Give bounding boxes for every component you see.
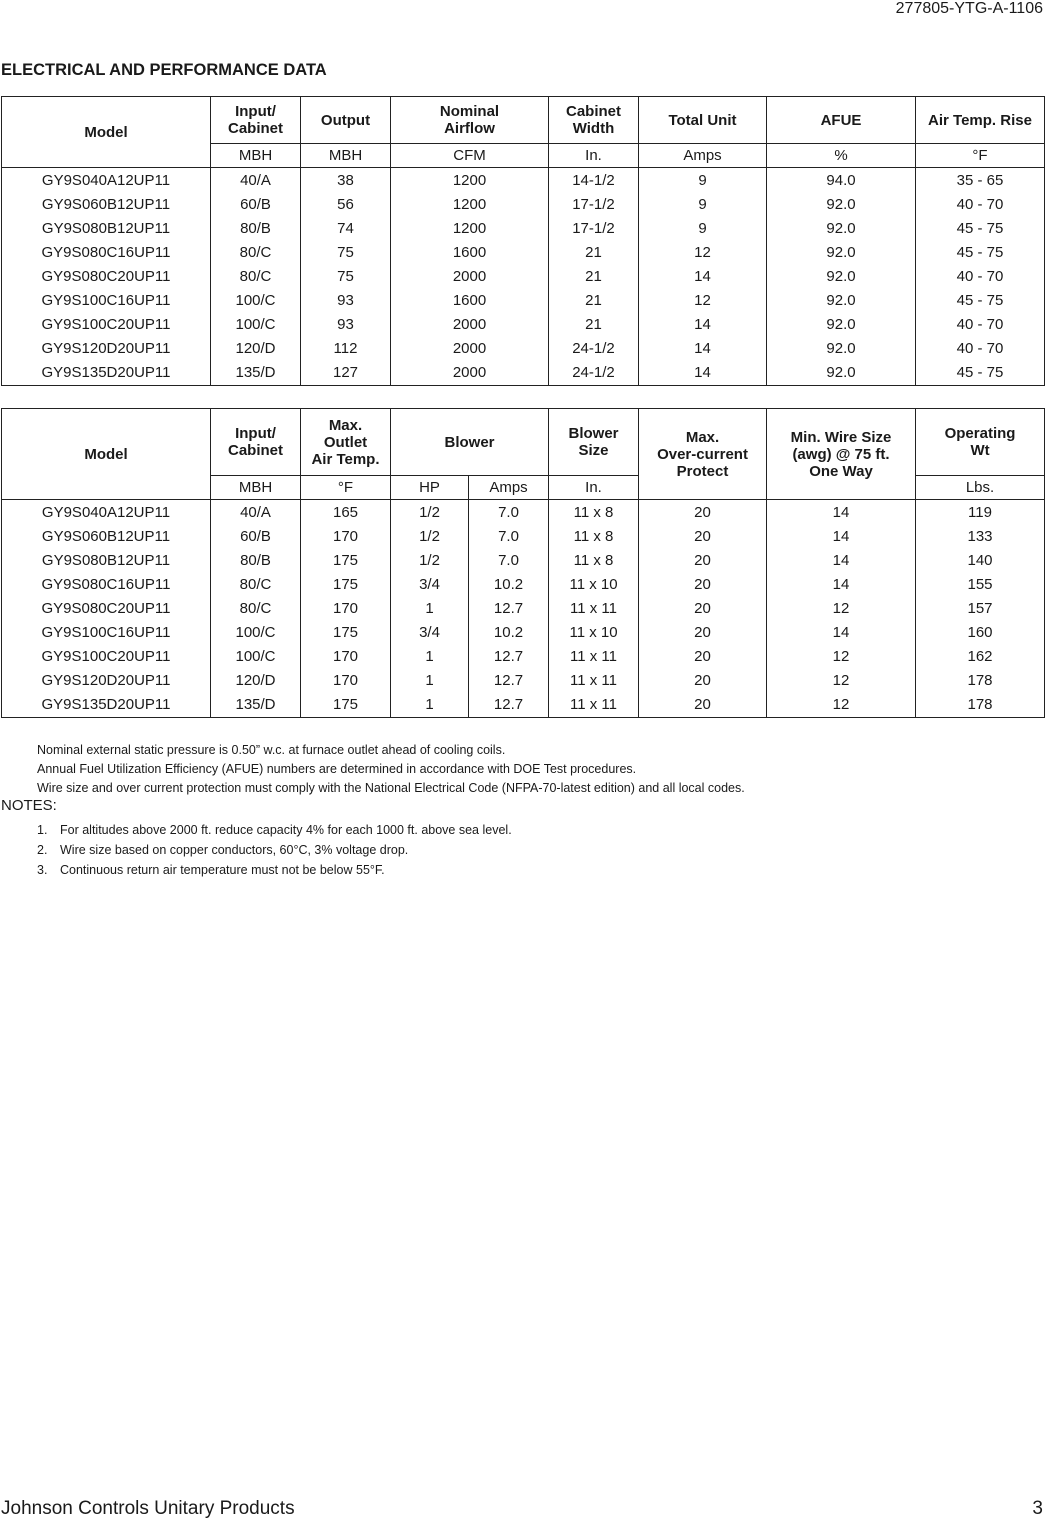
table-cell: 17-1/2 [549,192,639,216]
table-cell: 20 [639,692,767,718]
table-cell: 12 [767,644,916,668]
table-cell: 80/B [211,548,301,572]
table-cell: 9 [639,216,767,240]
table-cell: 14 [767,548,916,572]
table-cell: 92.0 [767,216,916,240]
model-cell: GY9S080C20UP11 [2,264,211,288]
table-row [2,644,1045,668]
table-row [2,168,1045,193]
table-row [2,620,1045,644]
col-header-afue: AFUE [767,97,916,144]
table-cell: 120/D [211,668,301,692]
table-cell: 92.0 [767,312,916,336]
table-cell: 2000 [391,336,549,360]
table-cell: 7.0 [469,524,549,548]
table-row [2,500,1045,525]
col-header-max-overcurrent-protect: Max. Over-current Protect [639,409,767,500]
performance-table [1,96,1045,386]
col-header-min-wire-size: Min. Wire Size (awg) @ 75 ft. One Way [767,409,916,500]
footnotes [37,741,745,798]
model-cell: GY9S100C20UP11 [2,644,211,668]
table-row [2,192,1045,216]
table-cell: 10.2 [469,620,549,644]
model-cell: GY9S135D20UP11 [2,360,211,386]
table-cell: 1600 [391,240,549,264]
table-cell: 12.7 [469,596,549,620]
table-cell: 11 x 10 [549,572,639,596]
model-cell: GY9S080B12UP11 [2,548,211,572]
table-cell: 11 x 8 [549,548,639,572]
table-cell: 92.0 [767,192,916,216]
table-cell: 1200 [391,216,549,240]
table-cell: 14 [639,336,767,360]
col-header-input-cabinet: Input/ Cabinet [211,409,301,476]
table-cell: 75 [301,264,391,288]
table-cell: 40/A [211,168,301,193]
table-cell: 170 [301,644,391,668]
table-cell: 92.0 [767,360,916,386]
table-cell: 12.7 [469,644,549,668]
table-cell: 45 - 75 [916,240,1045,264]
table-cell: 21 [549,240,639,264]
table-cell: 21 [549,264,639,288]
table-cell: 175 [301,692,391,718]
table-cell: 80/C [211,240,301,264]
unit-cell: HP [391,476,469,500]
table-cell: 2000 [391,264,549,288]
table-cell: 40 - 70 [916,312,1045,336]
page-number: 3 [1032,1498,1043,1519]
table-cell: 165 [301,500,391,525]
col-header-blower: Blower [391,409,549,476]
col-header-model: Model [2,97,211,168]
table-cell: 135/D [211,692,301,718]
table-cell: 100/C [211,620,301,644]
model-cell: GY9S120D20UP11 [2,336,211,360]
table-cell: 175 [301,572,391,596]
col-header-model: Model [2,409,211,500]
table-cell: 12 [639,288,767,312]
table-cell: 170 [301,596,391,620]
table-cell: 93 [301,288,391,312]
table-cell: 12 [639,240,767,264]
model-cell: GY9S080C16UP11 [2,240,211,264]
table-cell: 9 [639,168,767,193]
note-item: 1. For altitudes above 2000 ft. reduce capacity 4% for each 1000 ft. above sea level. [37,823,512,837]
unit-cell: CFM [391,144,549,168]
table-row [2,668,1045,692]
table-cell: 35 - 65 [916,168,1045,193]
table-cell: 100/C [211,288,301,312]
model-cell: GY9S080B12UP11 [2,216,211,240]
table-cell: 162 [916,644,1045,668]
table-cell: 178 [916,692,1045,718]
table-cell: 80/C [211,264,301,288]
table-row [2,524,1045,548]
table-row [2,572,1045,596]
col-header-air-temp-rise: Air Temp. Rise [916,97,1045,144]
model-cell: GY9S040A12UP11 [2,500,211,525]
col-header-input-cabinet: Input/ Cabinet [211,97,301,144]
table-cell: 100/C [211,312,301,336]
table-cell: 1/2 [391,500,469,525]
col-header-cabinet-width: Cabinet Width [549,97,639,144]
table-cell: 119 [916,500,1045,525]
unit-cell: In. [549,476,639,500]
model-cell: GY9S100C20UP11 [2,312,211,336]
table-cell: 1 [391,692,469,718]
section-title: ELECTRICAL AND PERFORMANCE DATA [1,61,327,79]
model-cell: GY9S040A12UP11 [2,168,211,193]
table-cell: 75 [301,240,391,264]
table-row [2,548,1045,572]
note-item: 3. Continuous return air temperature must not be below 55°F. [37,863,385,877]
model-cell: GY9S060B12UP11 [2,524,211,548]
table-cell: 21 [549,288,639,312]
unit-cell: Amps [639,144,767,168]
table-cell: 45 - 75 [916,288,1045,312]
table-cell: 120/D [211,336,301,360]
table-cell: 56 [301,192,391,216]
table-cell: 20 [639,524,767,548]
table-row [2,596,1045,620]
table-cell: 24-1/2 [549,336,639,360]
table-cell: 1/2 [391,548,469,572]
table-cell: 11 x 8 [549,500,639,525]
table-cell: 3/4 [391,572,469,596]
note-item: 2. Wire size based on copper conductors, 60°C, 3% voltage drop. [37,843,409,857]
footnote: Nominal external static pressure is 0.50” w.c. at furnace outlet ahead of cooling coils. [37,743,506,757]
unit-cell: In. [549,144,639,168]
table-row [2,336,1045,360]
unit-cell: Lbs. [916,476,1045,500]
unit-cell: MBH [211,144,301,168]
model-cell: GY9S060B12UP11 [2,192,211,216]
table-cell: 45 - 75 [916,216,1045,240]
col-header-max-outlet-air-temp: Max. Outlet Air Temp. [301,409,391,476]
table-cell: 92.0 [767,336,916,360]
unit-cell: MBH [301,144,391,168]
table-cell: 20 [639,620,767,644]
table-cell: 14 [639,360,767,386]
table-cell: 1/2 [391,524,469,548]
table-cell: 12 [767,596,916,620]
model-cell: GY9S080C16UP11 [2,572,211,596]
table-cell: 80/B [211,216,301,240]
table-cell: 11 x 11 [549,596,639,620]
table-cell: 20 [639,596,767,620]
table-cell: 14 [767,500,916,525]
table-cell: 45 - 75 [916,360,1045,386]
table-cell: 170 [301,668,391,692]
table-cell: 20 [639,644,767,668]
unit-cell: MBH [211,476,301,500]
table-cell: 14 [767,620,916,644]
table-cell: 133 [916,524,1045,548]
table-cell: 20 [639,668,767,692]
table-row [2,216,1045,240]
table-cell: 17-1/2 [549,216,639,240]
table-cell: 135/D [211,360,301,386]
model-cell: GY9S135D20UP11 [2,692,211,718]
table-cell: 1600 [391,288,549,312]
table-cell: 11 x 11 [549,644,639,668]
table-cell: 100/C [211,644,301,668]
table-cell: 12 [767,668,916,692]
table-row [2,264,1045,288]
table-cell: 175 [301,548,391,572]
col-header-nominal-airflow: Nominal Airflow [391,97,549,144]
table-cell: 80/C [211,596,301,620]
table-row [2,288,1045,312]
unit-cell: % [767,144,916,168]
table-cell: 12.7 [469,668,549,692]
table-cell: 112 [301,336,391,360]
table-cell: 127 [301,360,391,386]
table-cell: 1 [391,668,469,692]
table-cell: 12 [767,692,916,718]
table-cell: 93 [301,312,391,336]
col-header-operating-weight: Operating Wt [916,409,1045,476]
table-cell: 20 [639,572,767,596]
table-cell: 40 - 70 [916,264,1045,288]
model-cell: GY9S100C16UP11 [2,620,211,644]
table-cell: 20 [639,548,767,572]
table-cell: 40/A [211,500,301,525]
table-cell: 60/B [211,524,301,548]
notes-list [37,820,512,880]
table-cell: 11 x 10 [549,620,639,644]
table-cell: 14 [639,264,767,288]
table-cell: 21 [549,312,639,336]
table-cell: 92.0 [767,240,916,264]
col-header-output: Output [301,97,391,144]
footnote: Annual Fuel Utilization Efficiency (AFUE) numbers are determined in accordance with DOE Test procedures. [37,762,637,776]
table-cell: 14-1/2 [549,168,639,193]
table-cell: 94.0 [767,168,916,193]
model-cell: GY9S100C16UP11 [2,288,211,312]
table-cell: 40 - 70 [916,192,1045,216]
table-cell: 80/C [211,572,301,596]
model-cell: GY9S120D20UP11 [2,668,211,692]
table-cell: 157 [916,596,1045,620]
table-cell: 140 [916,548,1045,572]
table-cell: 14 [767,524,916,548]
table-cell: 160 [916,620,1045,644]
footnote: Wire size and over current protection must comply with the National Electrical Code (NFPA-70-latest edition) and all local codes. [37,781,745,795]
table-cell: 12.7 [469,692,549,718]
table-cell: 3/4 [391,620,469,644]
col-header-total-unit: Total Unit [639,97,767,144]
table-cell: 175 [301,620,391,644]
table-cell: 7.0 [469,500,549,525]
table-cell: 11 x 11 [549,692,639,718]
notes-title: NOTES: [1,797,57,814]
table-cell: 1 [391,596,469,620]
table-cell: 11 x 8 [549,524,639,548]
table-cell: 20 [639,500,767,525]
col-header-blower-size: Blower Size [549,409,639,476]
footer-company: Johnson Controls Unitary Products [1,1498,295,1519]
table-cell: 178 [916,668,1045,692]
table-cell: 38 [301,168,391,193]
table-cell: 155 [916,572,1045,596]
electrical-table [1,408,1045,718]
table-row [2,312,1045,336]
table-row [2,692,1045,718]
table-cell: 170 [301,524,391,548]
table-cell: 9 [639,192,767,216]
table-row [2,360,1045,386]
table-cell: 92.0 [767,288,916,312]
table-cell: 2000 [391,312,549,336]
table-cell: 14 [767,572,916,596]
unit-cell: °F [301,476,391,500]
table-cell: 40 - 70 [916,336,1045,360]
table-cell: 14 [639,312,767,336]
table-cell: 1200 [391,168,549,193]
table-cell: 10.2 [469,572,549,596]
table-cell: 7.0 [469,548,549,572]
unit-cell: Amps [469,476,549,500]
table-cell: 60/B [211,192,301,216]
document-number: 277805-YTG-A-1106 [895,0,1043,17]
table-cell: 74 [301,216,391,240]
table-cell: 92.0 [767,264,916,288]
table-cell: 2000 [391,360,549,386]
table-cell: 11 x 11 [549,668,639,692]
table-cell: 1 [391,644,469,668]
table-row [2,240,1045,264]
table-cell: 24-1/2 [549,360,639,386]
table-cell: 1200 [391,192,549,216]
unit-cell: °F [916,144,1045,168]
model-cell: GY9S080C20UP11 [2,596,211,620]
